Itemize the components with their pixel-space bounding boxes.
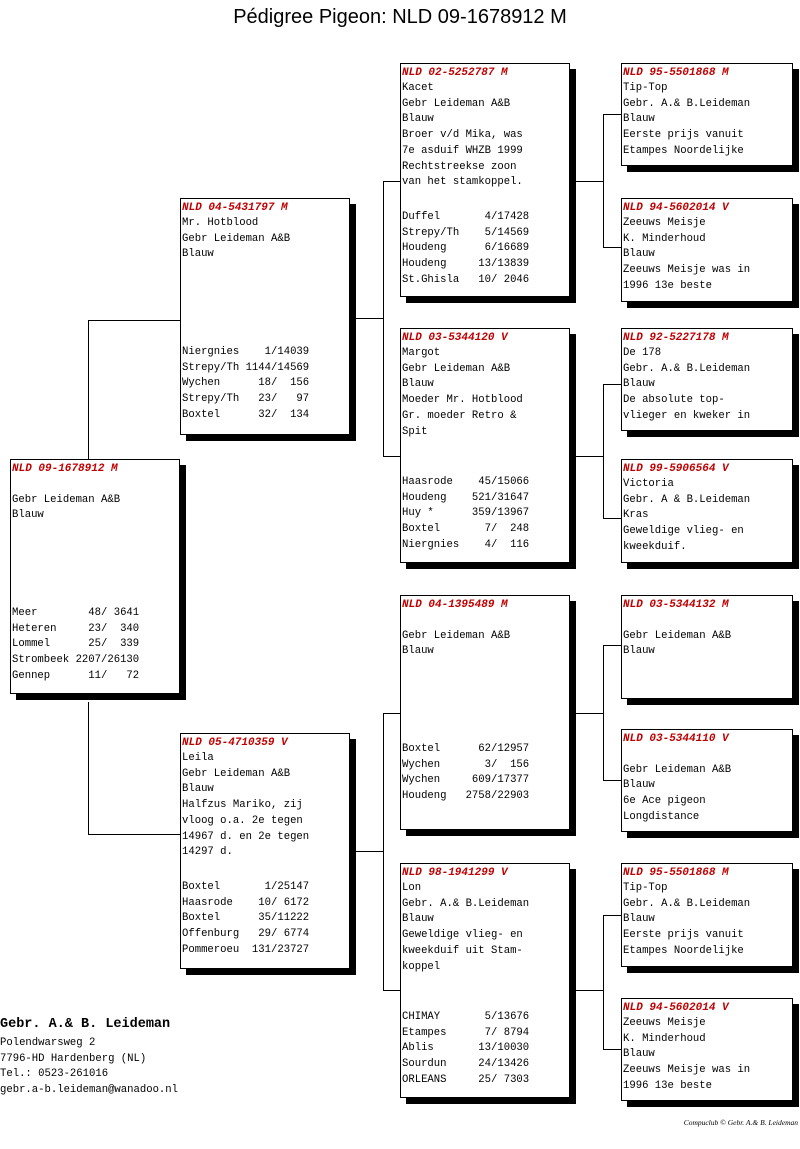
connector-line	[603, 645, 604, 780]
pigeon-detail-line: Blauw	[623, 645, 655, 658]
pigeon-detail-line: Broer v/d Mika, was	[402, 129, 523, 142]
race-result-row: Duffel 4/17428	[402, 211, 530, 223]
pedigree-card-dam	[180, 733, 350, 969]
race-result-row: Houdeng 2758/22903	[402, 790, 530, 803]
race-result-row: Houdeng 6/16689	[402, 242, 530, 255]
pigeon-details	[623, 81, 788, 160]
pigeon-details	[182, 751, 345, 861]
connector-line	[356, 851, 383, 852]
race-result-row: Strepy/Th 1144/14569	[182, 361, 310, 374]
pigeon-ring-number: NLD 04-1395489 M	[402, 599, 508, 611]
pigeon-detail-line: K. Minderhoud	[623, 232, 706, 245]
pigeon-detail-line: Eerste prijs vanuit	[623, 929, 744, 942]
pedigree-card-sire-sire-sire	[621, 63, 793, 166]
race-result-row: Strombeek 2207/26130	[12, 654, 140, 667]
pigeon-detail-line: Blauw	[623, 913, 655, 926]
pigeon-detail-line: Gebr. A.& B.Leideman	[623, 362, 751, 375]
pigeon-details	[623, 216, 788, 295]
pigeon-detail-line: Halfzus Mariko, zij	[182, 799, 303, 812]
connector-line	[383, 456, 400, 457]
pigeon-details	[623, 747, 788, 826]
pedigree-card-dam-dam-sire	[621, 863, 793, 967]
pigeon-detail-line: Moeder Mr. Hotblood	[402, 394, 523, 407]
owner-address-line: 7796-HD Hardenberg (NL)	[0, 1052, 147, 1065]
pigeon-detail-line: van het stamkoppel.	[402, 176, 523, 189]
connector-line	[383, 990, 400, 991]
race-result-row: Strepy/Th 5/14569	[402, 226, 530, 239]
pigeon-detail-line	[12, 477, 175, 493]
pigeon-details	[623, 881, 788, 960]
race-result-row: Haasrode 10/ 6172	[182, 896, 310, 909]
pigeon-details	[402, 81, 565, 191]
pigeon-detail-line: Rechtstreekse zoon	[402, 160, 517, 173]
pigeon-detail-line	[623, 613, 788, 629]
pigeon-detail-line: vlieger en kweker in	[623, 409, 751, 422]
pigeon-detail-line	[623, 747, 788, 763]
connector-line	[88, 702, 89, 834]
pigeon-details	[182, 216, 345, 263]
race-result-row: Boxtel 1/25147	[182, 881, 310, 893]
pigeon-detail-line: 7e asduif WHZB 1999	[402, 144, 523, 157]
race-result-row: Wychen 18/ 156	[182, 377, 310, 390]
race-result-row: St.Ghisla 10/ 2046	[402, 273, 530, 286]
connector-line	[383, 713, 384, 990]
page-title: Pédigree Pigeon: NLD 09-1678912 M	[233, 6, 567, 28]
footer-credit: Compuclub © Gebr. A.& B. Leideman	[683, 1118, 798, 1127]
race-results	[12, 606, 175, 685]
connector-line	[576, 990, 603, 991]
pigeon-detail-line: Gebr Leideman A&B	[402, 362, 511, 375]
pigeon-details	[12, 477, 175, 524]
race-result-row: Strepy/Th 23/ 97	[182, 393, 310, 406]
connector-line	[88, 320, 180, 321]
race-result-row: Boxtel 7/ 248	[402, 523, 530, 536]
pigeon-details	[623, 477, 788, 556]
race-results	[402, 210, 565, 289]
connector-line	[383, 713, 400, 714]
race-result-row: Boxtel 62/12957	[402, 743, 530, 755]
pigeon-detail-line: Gr. moeder Retro &	[402, 409, 517, 422]
pigeon-detail-line: Blauw	[623, 378, 655, 391]
pigeon-detail-line: Tip-Top	[623, 882, 668, 894]
pigeon-ring-number: NLD 95-5501868 M	[623, 67, 729, 79]
connector-line	[603, 1049, 621, 1050]
pigeon-detail-line: Gebr. A.& B.Leideman	[402, 897, 530, 910]
pigeon-detail-line: Blauw	[12, 509, 44, 522]
connector-line	[603, 780, 621, 781]
pigeon-detail-line: Gebr Leideman A&B	[623, 763, 732, 776]
race-result-row: Boxtel 32/ 134	[182, 408, 310, 421]
pigeon-detail-line: Gebr. A.& B.Leideman	[623, 97, 751, 110]
race-result-row: Haasrode 45/15066	[402, 476, 530, 488]
pigeon-ring-number: NLD 04-5431797 M	[182, 202, 288, 214]
race-result-row: Gennep 11/ 72	[12, 669, 140, 682]
pigeon-ring-number: NLD 03-5344120 V	[402, 332, 508, 344]
connector-line	[603, 384, 621, 385]
pigeon-details	[623, 613, 788, 660]
pigeon-ring-number: NLD 09-1678912 M	[12, 463, 118, 475]
connector-line	[88, 320, 89, 459]
race-result-row: Wychen 3/ 156	[402, 758, 530, 771]
pedigree-card-sire-dam-sire	[621, 328, 793, 431]
pigeon-detail-line: Spit	[402, 425, 428, 438]
race-result-row: Niergnies 4/ 116	[402, 538, 530, 551]
pigeon-detail-line: Blauw	[402, 378, 434, 391]
pigeon-detail-line: Zeeuws Meisje	[623, 217, 706, 229]
connector-line	[603, 915, 621, 916]
owner-block	[0, 1016, 178, 1099]
race-results	[182, 880, 345, 959]
pigeon-detail-line: Gebr. A.& B.Leideman	[623, 897, 751, 910]
race-result-row: Houdeng 521/31647	[402, 491, 530, 504]
pedigree-card-sire-dam-dam	[621, 459, 793, 563]
pedigree-card-sire-sire	[400, 63, 570, 297]
pigeon-details	[623, 346, 788, 425]
pigeon-ring-number: NLD 02-5252787 M	[402, 67, 508, 79]
pigeon-detail-line: Longdistance	[623, 810, 700, 823]
pigeon-detail-line: Blauw	[623, 113, 655, 126]
pedigree-card-main	[10, 459, 180, 694]
pigeon-detail-line: Zeeuws Meisje was in	[623, 264, 751, 277]
owner-address	[0, 1036, 178, 1099]
pigeon-detail-line: Margot	[402, 347, 441, 359]
pigeon-detail-line: De absolute top-	[623, 394, 725, 407]
pigeon-detail-line: Kacet	[402, 82, 434, 94]
pigeon-ring-number: NLD 95-5501868 M	[623, 867, 729, 879]
connector-line	[603, 114, 621, 115]
pigeon-ring-number: NLD 94-5602014 V	[623, 202, 729, 214]
pigeon-detail-line: Leila	[182, 752, 214, 764]
pigeon-detail-line: Zeeuws Meisje	[623, 1017, 706, 1029]
pigeon-ring-number: NLD 98-1941299 V	[402, 867, 508, 879]
pigeon-detail-line: Victoria	[623, 478, 674, 490]
pigeon-detail-line: 14297 d.	[182, 846, 233, 859]
pigeon-ring-number: NLD 92-5227178 M	[623, 332, 729, 344]
race-results	[402, 1010, 565, 1089]
race-results	[402, 742, 565, 805]
connector-line	[576, 713, 603, 714]
pigeon-detail-line: Lon	[402, 882, 422, 894]
pigeon-detail-line: Tip-Top	[623, 82, 668, 94]
pigeon-details	[402, 881, 565, 975]
pigeon-ring-number: NLD 03-5344110 V	[623, 733, 729, 745]
pigeon-detail-line: koppel	[402, 960, 441, 973]
pigeon-detail-line: De 178	[623, 347, 662, 359]
pigeon-detail-line: Mr. Hotblood	[182, 217, 259, 229]
race-result-row: Ablis 13/10030	[402, 1042, 530, 1055]
pigeon-detail-line: kweekduif uit Stam-	[402, 944, 523, 957]
connector-line	[603, 915, 604, 1049]
connector-line	[603, 247, 621, 248]
owner-phone: Tel.: 0523-261016	[0, 1068, 109, 1081]
race-result-row: Sourdun 24/13426	[402, 1058, 530, 1071]
pigeon-detail-line: Gebr Leideman A&B	[182, 232, 291, 245]
pigeon-detail-line: Gebr. A & B.Leideman	[623, 493, 751, 506]
pigeon-details	[623, 1016, 788, 1095]
pigeon-ring-number: NLD 03-5344132 M	[623, 599, 729, 611]
pedigree-card-sire-sire-dam	[621, 198, 793, 302]
pigeon-detail-line: Eerste prijs vanuit	[623, 129, 744, 142]
race-result-row: Heteren 23/ 340	[12, 622, 140, 635]
pigeon-detail-line: 14967 d. en 2e tegen	[182, 830, 310, 843]
pigeon-detail-line: Gebr Leideman A&B	[402, 629, 511, 642]
race-result-row: ORLEANS 25/ 7303	[402, 1073, 530, 1086]
connector-line	[356, 318, 383, 319]
pigeon-detail-line: Blauw	[182, 248, 214, 261]
pigeon-detail-line: Blauw	[623, 248, 655, 261]
race-result-row: Huy * 359/13967	[402, 507, 530, 520]
pigeon-detail-line: Gebr Leideman A&B	[623, 629, 732, 642]
pigeon-detail-line: Etampes Noordelijke	[623, 144, 744, 157]
race-result-row: Meer 48/ 3641	[12, 607, 140, 619]
race-result-row: Niergnies 1/14039	[182, 346, 310, 358]
pigeon-detail-line: Etampes Noordelijke	[623, 944, 744, 957]
connector-line	[603, 114, 604, 247]
pigeon-detail-line: 1996 13e beste	[623, 279, 713, 292]
pedigree-card-sire	[180, 198, 350, 435]
pigeon-ring-number: NLD 94-5602014 V	[623, 1002, 729, 1014]
race-result-row: Wychen 609/17377	[402, 774, 530, 787]
pigeon-detail-line: Blauw	[402, 113, 434, 126]
owner-email: gebr.a-b.leideman@wanadoo.nl	[0, 1084, 179, 1097]
pigeon-detail-line: Blauw	[623, 1048, 655, 1061]
pigeon-detail-line	[402, 613, 565, 629]
pigeon-detail-line: Zeeuws Meisje was in	[623, 1064, 751, 1077]
pedigree-card-dam-sire-dam	[621, 729, 793, 832]
race-result-row: CHIMAY 5/13676	[402, 1011, 530, 1023]
pigeon-detail-line: Kras	[623, 509, 649, 522]
pigeon-detail-line: Blauw	[623, 779, 655, 792]
pigeon-detail-line: Geweldige vlieg- en	[623, 525, 744, 538]
pigeon-detail-line: Blauw	[402, 913, 434, 926]
pigeon-details	[402, 346, 565, 440]
pigeon-detail-line: Gebr Leideman A&B	[12, 493, 121, 506]
connector-line	[576, 181, 603, 182]
owner-name: Gebr. A.& B. Leideman	[0, 1017, 171, 1032]
pigeon-detail-line: 6e Ace pigeon	[623, 795, 706, 808]
pigeon-ring-number: NLD 99-5906564 V	[623, 463, 729, 475]
pigeon-detail-line: Geweldige vlieg- en	[402, 929, 523, 942]
connector-line	[603, 645, 621, 646]
race-result-row: Offenburg 29/ 6774	[182, 928, 310, 941]
pigeon-detail-line: K. Minderhoud	[623, 1032, 706, 1045]
race-result-row: Lommel 25/ 339	[12, 638, 140, 651]
race-results	[402, 475, 565, 554]
pedigree-card-dam-sire	[400, 595, 570, 830]
pigeon-details	[402, 613, 565, 660]
pedigree-card-dam-dam-dam	[621, 998, 793, 1101]
connector-line	[383, 181, 384, 456]
connector-line	[576, 456, 603, 457]
pedigree-card-dam-dam	[400, 863, 570, 1098]
pigeon-detail-line: Blauw	[402, 645, 434, 658]
pigeon-detail-line: vloog o.a. 2e tegen	[182, 814, 303, 827]
pigeon-detail-line: Gebr Leideman A&B	[402, 97, 511, 110]
pigeon-detail-line: Blauw	[182, 783, 214, 796]
race-result-row: Etampes 7/ 8794	[402, 1026, 530, 1039]
race-result-row: Pommeroeu 131/23727	[182, 943, 310, 956]
pigeon-detail-line: Gebr Leideman A&B	[182, 767, 291, 780]
connector-line	[383, 181, 400, 182]
race-results	[182, 345, 345, 424]
pigeon-detail-line: kweekduif.	[623, 540, 687, 553]
connector-line	[603, 384, 604, 518]
owner-address-line: Polendwarsweg 2	[0, 1037, 96, 1049]
pedigree-card-sire-dam	[400, 328, 570, 563]
pedigree-card-dam-sire-sire	[621, 595, 793, 699]
pigeon-detail-line: 1996 13e beste	[623, 1079, 713, 1092]
pigeon-ring-number: NLD 05-4710359 V	[182, 737, 288, 749]
race-result-row: Boxtel 35/11222	[182, 912, 310, 925]
connector-line	[88, 834, 180, 835]
connector-line	[603, 518, 621, 519]
race-result-row: Houdeng 13/13839	[402, 258, 530, 271]
